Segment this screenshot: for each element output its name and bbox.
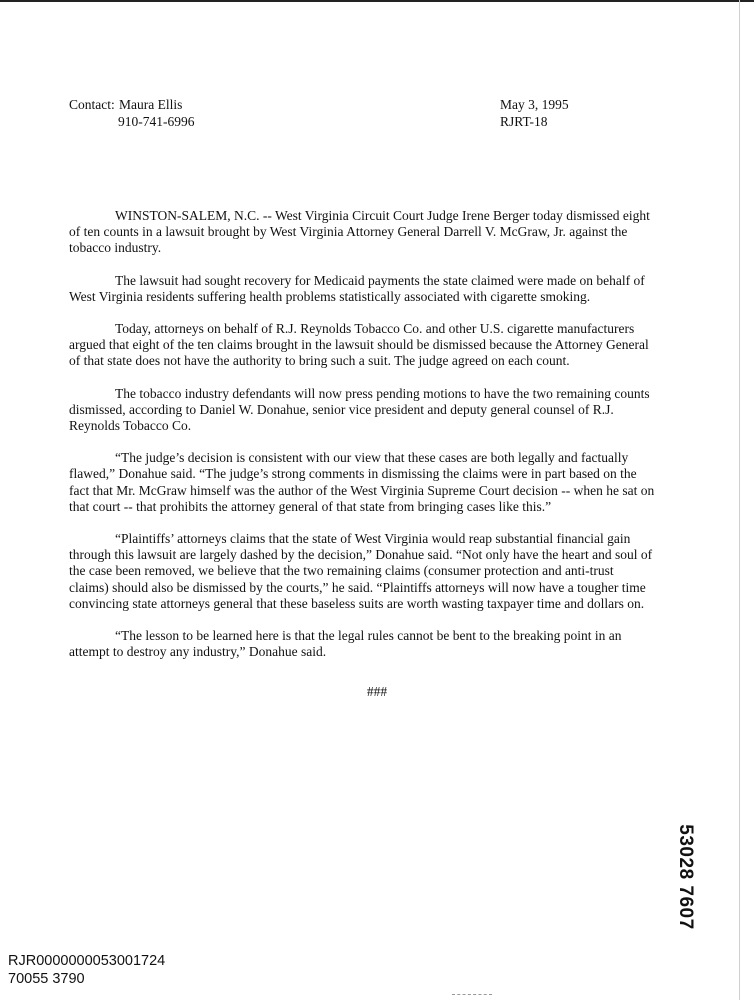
document-id-secondary: 70055 3790 — [8, 971, 85, 987]
document-id: RJR0000000053001724 — [8, 953, 166, 969]
top-border — [0, 0, 754, 2]
release-date: May 3, 1995 — [500, 97, 569, 112]
paragraph: “The lesson to be learned here is that the legal rules cannot be bent to the breaking point in an attempt to destroy any industry,” Donahue said. — [69, 628, 622, 660]
document-id-block — [8, 952, 165, 988]
bates-number: 53028 7607 — [675, 824, 696, 930]
date-block — [500, 96, 569, 130]
paragraph: “The judge’s decision is consistent with our view that these cases are both legally and factually flawed,” Donahue said. “The judge’s strong comments in dismissing the claims were in part based on the fact that Mr. McGraw himself was the author of the West Virginia Supreme Court decision -- when he sat on that court -- that prohibits the attorney general of that state from bringing cases like this.” — [69, 450, 655, 514]
contact-phone: 910-741-6996 — [118, 114, 195, 129]
right-border — [739, 0, 740, 1000]
contact-name: Maura Ellis — [119, 97, 183, 112]
paragraph: The tobacco industry defendants will now press pending motions to have the two remaining counts dismissed, according to Daniel W. Donahue, senior vice president and deputy general counsel of R.J. Reynolds Tobacco Co. — [69, 385, 650, 434]
contact-label: Contact: — [69, 97, 115, 112]
paragraph: The lawsuit had sought recovery for Medicaid payments the state claimed were made on behalf of West Virginia residents suffering health problems statistically associated with cigarette smoking. — [69, 272, 645, 304]
contact-block — [69, 96, 195, 130]
paragraph: “Plaintiffs’ attorneys claims that the state of West Virginia would reap substantial financial gain through this lawsuit are largely dashed by the decision,” Donahue said. “Not only have the heart and soul of the case been removed, we believe that the two remaining claims (consumer protection and anti-trust claims) should also be dismissed by the courts,” he said. “Plaintiffs attorneys will now have a tougher time convincing state attorneys general that these baseless suits are worth wasting taxpayer time and dollars on. — [69, 531, 653, 611]
paragraph: WINSTON-SALEM, N.C. -- West Virginia Circuit Court Judge Irene Berger today dismissed eight of ten counts in a lawsuit brought by West Virginia Attorney General Darrell V. McGraw, Jr. against the tobacco industry. — [69, 208, 650, 256]
end-mark: ### — [366, 684, 388, 699]
press-release-body — [69, 208, 655, 676]
scan-artifact — [452, 994, 492, 996]
paragraph: Today, attorneys on behalf of R.J. Reynolds Tobacco Co. and other U.S. cigarette manufacturers argued that eight of the ten claims brought in the lawsuit should be dismissed because the Attorney General of that state does not have the authority to bring such a suit. The judge agreed on each count. — [69, 321, 649, 369]
reference-number: RJRT-18 — [500, 114, 548, 129]
